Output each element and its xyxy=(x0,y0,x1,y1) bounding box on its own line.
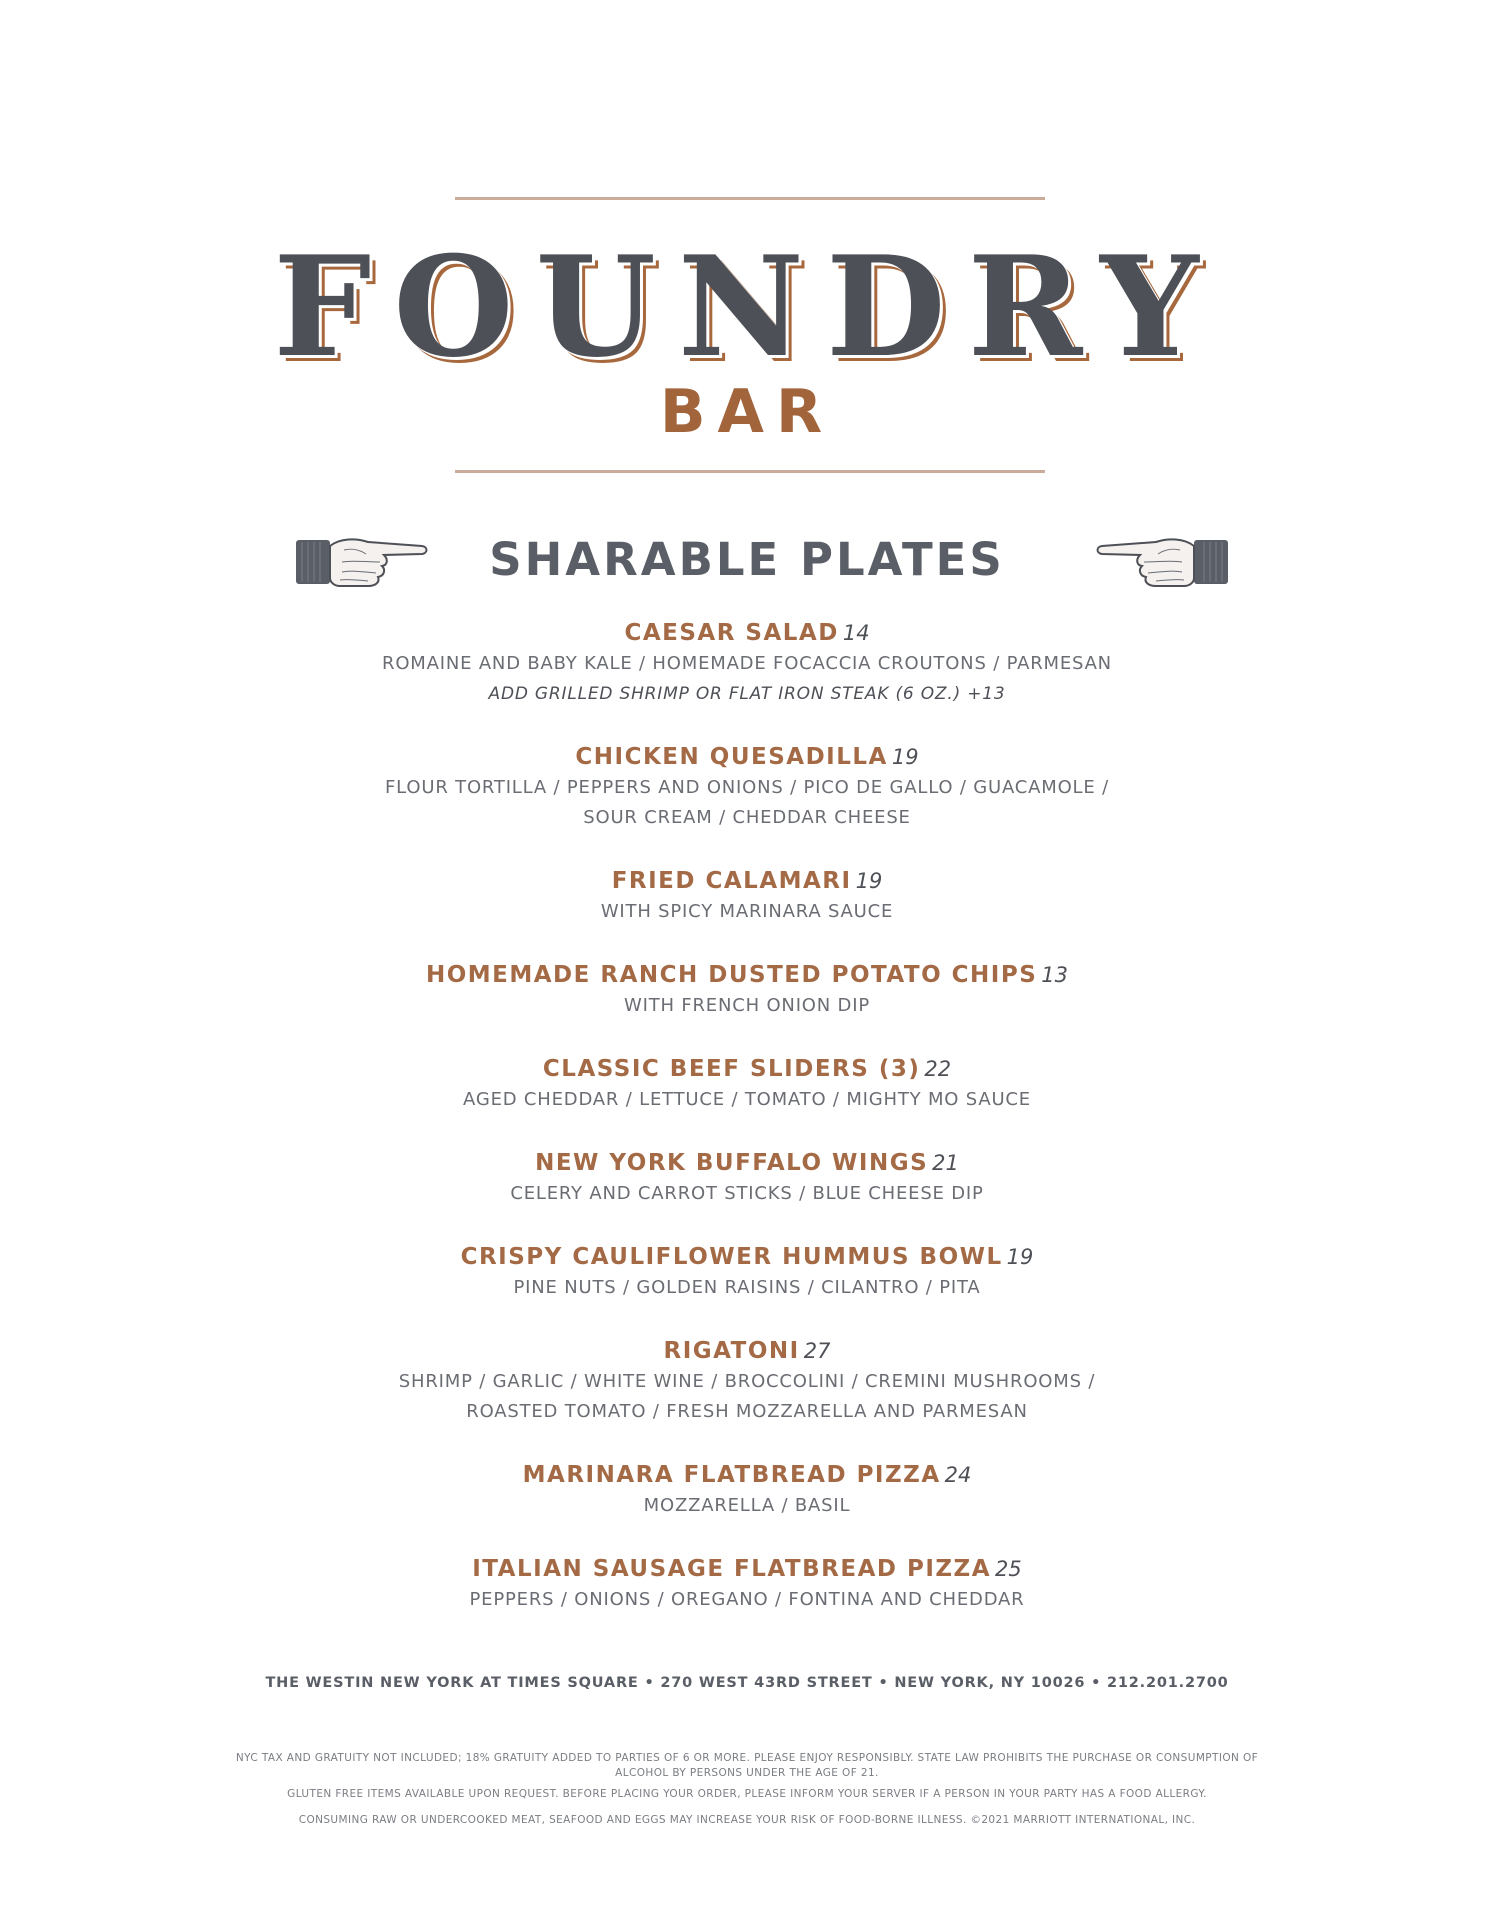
menu-item xyxy=(0,865,1494,927)
item-description: CELERY AND CARROT STICKS / BLUE CHEESE DIP xyxy=(510,1183,984,1204)
menu-item xyxy=(0,1241,1494,1303)
item-name: FRIED CALAMARI xyxy=(611,868,852,894)
item-description: SHRIMP / GARLIC / WHITE WINE / BROCCOLINI / CREMINI MUSHROOMS / xyxy=(398,1371,1096,1392)
item-price: 24 xyxy=(944,1463,972,1487)
allergy-notice: GLUTEN FREE ITEMS AVAILABLE UPON REQUEST. BEFORE PLACING YOUR ORDER, PLEASE INFORM YOUR SERVER IF A PERSON IN YOUR PARTY HAS A FOOD ALLERGY. xyxy=(287,1788,1207,1800)
item-name: MARINARA FLATBREAD PIZZA xyxy=(522,1462,941,1488)
menu-item xyxy=(0,741,1494,833)
pointing-hand-left-icon xyxy=(1096,532,1228,590)
item-description: WITH SPICY MARINARA SAUCE xyxy=(600,901,894,922)
tax-gratuity-notice: NYC TAX AND GRATUITY NOT INCLUDED; 18% GRATUITY ADDED TO PARTIES OF 6 OR MORE. PLEASE ENJOY RESPONSIBLY. STATE LAW PROHIBITS THE PURCHASE OR CONSUMPTION OF ALCOHOL BY PERSONS UNDER THE AGE OF 21. xyxy=(235,1752,1259,1779)
item-addon-note: ADD GRILLED SHRIMP OR FLAT IRON STEAK (6 OZ.) +13 xyxy=(488,684,1006,704)
section-title: SHARABLE PLATES xyxy=(489,533,1005,586)
raw-food-warning: CONSUMING RAW OR UNDERCOOKED MEAT, SEAFOOD AND EGGS MAY INCREASE YOUR RISK OF FOOD-BORNE ILLNESS. ©2021 MARRIOTT INTERNATIONAL, INC. xyxy=(298,1814,1196,1826)
item-description: WITH FRENCH ONION DIP xyxy=(623,995,870,1016)
item-name: CRISPY CAULIFLOWER HUMMUS BOWL xyxy=(460,1244,1003,1270)
item-name: CLASSIC BEEF SLIDERS (3) xyxy=(542,1056,921,1082)
menu-item xyxy=(0,617,1494,709)
menu-items xyxy=(0,617,1494,1647)
item-name: HOMEMADE RANCH DUSTED POTATO CHIPS xyxy=(425,962,1038,988)
item-description: FLOUR TORTILLA / PEPPERS AND ONIONS / PICO DE GALLO / GUACAMOLE / xyxy=(385,777,1109,798)
item-description: ROMAINE AND BABY KALE / HOMEMADE FOCACCIA CROUTONS / PARMESAN xyxy=(382,653,1112,674)
item-price: 25 xyxy=(995,1557,1022,1581)
item-price: 13 xyxy=(1041,963,1069,987)
item-price: 14 xyxy=(842,621,870,645)
item-description: MOZZARELLA / BASIL xyxy=(643,1495,851,1516)
logo-subtitle: BAR xyxy=(659,377,835,447)
item-price: 19 xyxy=(891,745,919,769)
item-description: AGED CHEDDAR / LETTUCE / TOMATO / MIGHTY MO SAUCE xyxy=(463,1089,1031,1110)
menu-item xyxy=(0,1553,1494,1615)
item-name: CHICKEN QUESADILLA xyxy=(575,744,888,770)
item-price: 21 xyxy=(932,1151,959,1175)
logo-title: FOUNDRY xyxy=(273,225,1221,388)
item-price: 27 xyxy=(803,1339,831,1363)
item-description: PEPPERS / ONIONS / OREGANO / FONTINA AND CHEDDAR xyxy=(469,1589,1025,1610)
menu-item xyxy=(0,1147,1494,1209)
item-name: CAESAR SALAD xyxy=(624,620,839,646)
item-name: RIGATONI xyxy=(663,1338,800,1364)
bottom-divider xyxy=(455,470,1045,473)
item-name: ITALIAN SAUSAGE FLATBREAD PIZZA xyxy=(472,1556,992,1582)
menu-item xyxy=(0,1459,1494,1521)
top-divider xyxy=(455,197,1045,200)
item-description: PINE NUTS / GOLDEN RAISINS / CILANTRO / PITA xyxy=(513,1277,981,1298)
item-price: 19 xyxy=(1006,1245,1034,1269)
menu-item xyxy=(0,1053,1494,1115)
item-price: 22 xyxy=(924,1057,952,1081)
item-description: ROASTED TOMATO / FRESH MOZZARELLA AND PARMESAN xyxy=(466,1401,1028,1422)
item-name: NEW YORK BUFFALO WINGS xyxy=(535,1150,929,1176)
item-price: 19 xyxy=(855,869,883,893)
venue-address: THE WESTIN NEW YORK AT TIMES SQUARE • 270 WEST 43RD STREET • NEW YORK, NY 10026 • 212.201.2700 xyxy=(265,1675,1229,1691)
item-description: SOUR CREAM / CHEDDAR CHEESE xyxy=(583,807,911,828)
menu-item xyxy=(0,959,1494,1021)
menu-item xyxy=(0,1335,1494,1427)
